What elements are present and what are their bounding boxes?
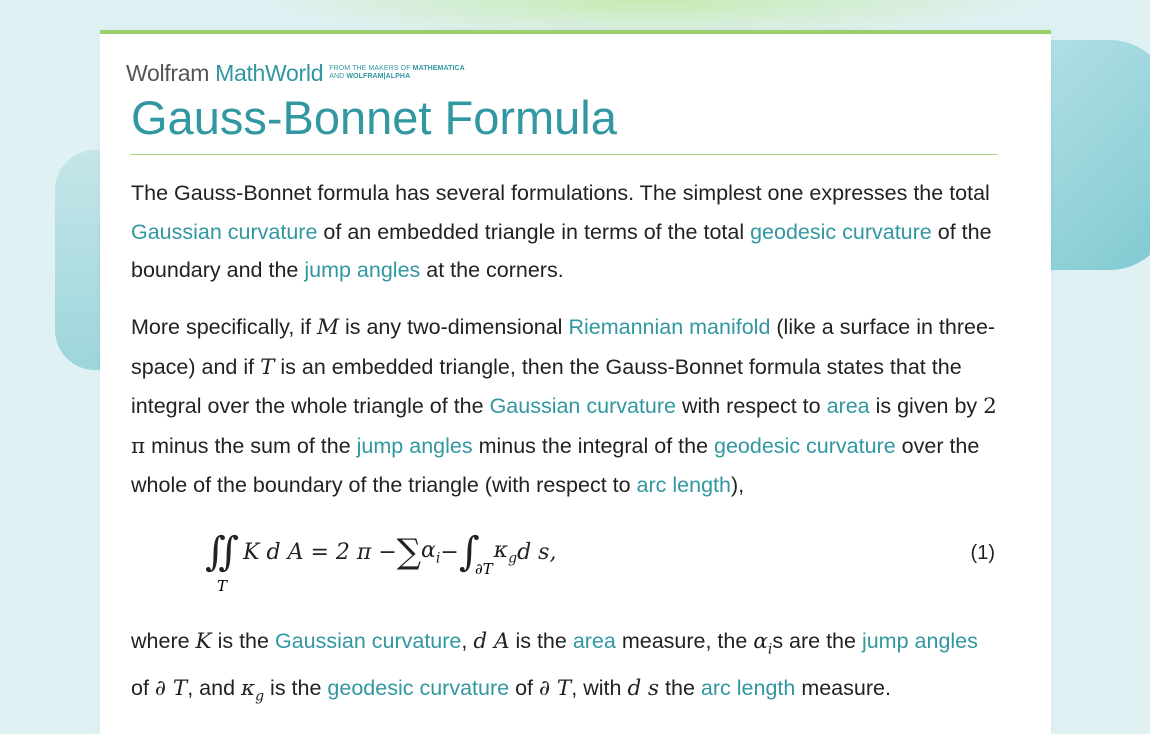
link-geodesic-curvature[interactable]: geodesic curvature [750, 219, 932, 244]
link-jump-angles[interactable]: jump angles [304, 258, 421, 282]
link-geodesic-curvature-2[interactable]: geodesic curvature [714, 433, 896, 458]
link-gaussian-curvature-3[interactable]: Gaussian curvature [274, 629, 462, 653]
equation-1 [205, 522, 995, 602]
link-arc-length[interactable]: arc length [636, 473, 731, 497]
title-divider [131, 154, 997, 155]
logo-tagline: FROM THE MAKERS OF MATHEMATICA AND WOLFRAM|ALPHA [329, 65, 465, 80]
link-arc-length-2[interactable]: arc length [700, 675, 796, 700]
link-jump-angles-3[interactable]: jump angles [861, 629, 978, 653]
link-geodesic-curvature-3[interactable]: geodesic curvature [327, 675, 510, 700]
equation-number: (1) [970, 542, 995, 564]
equation-body: ∬ K d A = 2 π − ∑ $\alpha_i$ − ∫ $\kappa_g$ d s, [205, 529, 557, 575]
logo-wolfram: Wolfram [126, 59, 210, 86]
link-gaussian-curvature-2[interactable]: Gaussian curvature [489, 394, 676, 418]
paragraph-specific: More specifically, if M is any two-dimensional Riemannian manifold (like a surface in three-space) and if T is an embedded triangle, then the Gauss-Bonnet formula states that the integral over the whole triangle of the Gaussian curvature with respect to area is given by 2 π minus the sum of the jump angles minus the integral of the geodesic curvature over the whole of the boundary of the triangle (with respect to arc length), [131, 315, 997, 497]
link-area-2[interactable]: area [572, 629, 616, 653]
article-card [100, 30, 1051, 734]
page-title: Gauss-Bonnet Formula [131, 91, 617, 144]
paragraph-intro: The Gauss-Bonnet formula has several formulations. The simplest one expresses the total Gaussian curvature of an embedded triangle in terms of the total geodesic curvature of the boundary and the jump angles at the corners. [131, 181, 992, 282]
equation-subscript-T: T [217, 577, 228, 595]
link-jump-angles-2[interactable]: jump angles [356, 433, 473, 458]
background-surface-right [1040, 40, 1150, 270]
link-area[interactable]: area [826, 394, 870, 418]
paragraph-definitions: where K is the Gaussian curvature, d A is the area measure, the $\alpha_is$ are the jump angles of ∂ T, and $\kappa_g$ is the geodesic curvature of ∂ T, with d s the arc length measure. [131, 629, 978, 705]
equation-subscript-boundary: ∂T [475, 560, 493, 578]
link-riemannian-manifold[interactable]: Riemannian manifold [568, 315, 771, 339]
math-M: M [316, 315, 339, 340]
site-logo[interactable] [126, 58, 465, 88]
link-gaussian-curvature[interactable]: Gaussian curvature [131, 219, 318, 244]
math-2pi: 2 π [131, 394, 997, 459]
math-T: T [260, 354, 275, 380]
logo-mathworld: MathWorld [215, 59, 324, 86]
